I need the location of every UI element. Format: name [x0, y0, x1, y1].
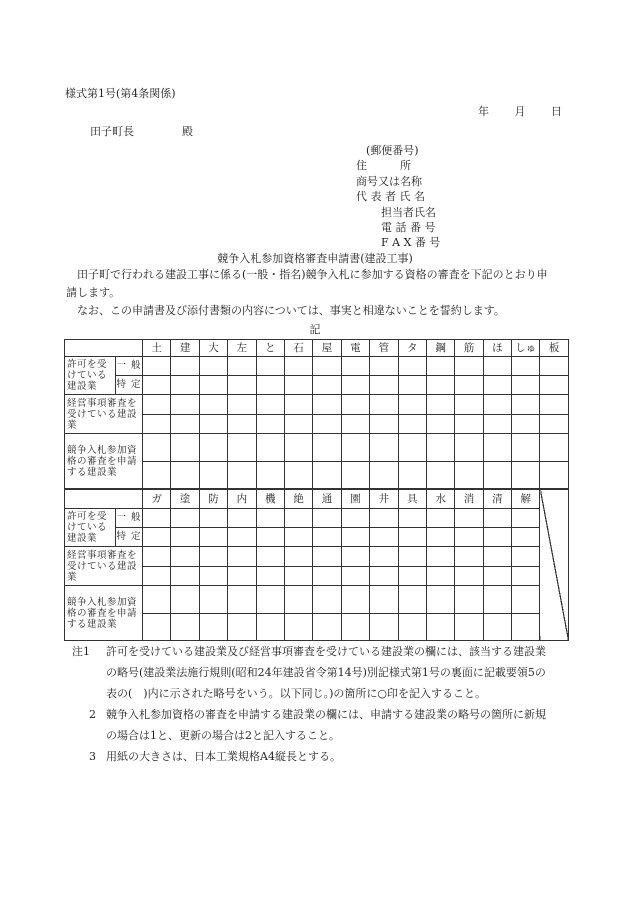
bid-cell[interactable]: [143, 586, 171, 614]
permit-specific-cell[interactable]: [398, 376, 426, 395]
bid-cell[interactable]: [426, 462, 454, 489]
row-label-permit: 許可を受けている建設業: [65, 509, 116, 547]
bid-cell[interactable]: [341, 586, 369, 614]
bid-cell[interactable]: [540, 434, 568, 462]
review-cell[interactable]: [370, 415, 398, 434]
permit-general-cell[interactable]: [313, 509, 341, 528]
industry-header: 清: [483, 490, 511, 509]
review-cell[interactable]: [370, 567, 398, 586]
review-cell[interactable]: [313, 395, 341, 415]
contact-person-label: 担当者氏名: [381, 205, 436, 219]
row-label-review: 経営事項審査を受けている建設業: [65, 547, 143, 586]
review-cell[interactable]: [370, 547, 398, 567]
bid-cell[interactable]: [483, 614, 511, 641]
bid-cell[interactable]: [171, 434, 199, 462]
review-cell[interactable]: [284, 547, 312, 567]
review-cell[interactable]: [143, 547, 171, 567]
industry-header: 電: [341, 340, 369, 357]
review-cell[interactable]: [256, 415, 284, 434]
permit-general-cell[interactable]: [256, 357, 284, 376]
permit-specific-cell[interactable]: [313, 376, 341, 395]
row-label-specific: 特 定: [116, 376, 143, 395]
permit-specific-cell[interactable]: [341, 528, 369, 547]
review-cell[interactable]: [426, 395, 454, 415]
industry-header: 園: [341, 490, 369, 509]
permit-general-cell[interactable]: [455, 357, 483, 376]
review-cell[interactable]: [199, 415, 227, 434]
review-cell[interactable]: [171, 395, 199, 415]
industry-header: 機: [256, 490, 284, 509]
permit-general-cell[interactable]: [398, 357, 426, 376]
industry-header: 内: [228, 490, 256, 509]
industry-header: 水: [426, 490, 454, 509]
industry-header: 左: [228, 340, 256, 357]
bid-cell[interactable]: [426, 434, 454, 462]
bid-cell[interactable]: [256, 462, 284, 489]
industry-table-2: [64, 489, 569, 641]
industry-header: しゅ: [512, 340, 540, 357]
review-cell[interactable]: [512, 547, 540, 567]
permit-specific-cell[interactable]: [256, 376, 284, 395]
industry-header: 防: [199, 490, 227, 509]
review-cell[interactable]: [483, 415, 511, 434]
industry-header: 解: [512, 490, 540, 509]
industry-header: 通: [313, 490, 341, 509]
review-cell[interactable]: [313, 547, 341, 567]
permit-specific-cell[interactable]: [540, 376, 568, 395]
permit-specific-cell[interactable]: [171, 376, 199, 395]
permit-specific-cell[interactable]: [341, 376, 369, 395]
review-cell[interactable]: [341, 567, 369, 586]
industry-header: 具: [398, 490, 426, 509]
permit-general-cell[interactable]: [228, 357, 256, 376]
bid-cell[interactable]: [398, 462, 426, 489]
note-3: 3 用紙の大きさは、日本工業規格A4縦長とする。: [89, 750, 341, 763]
industry-header: 建: [171, 340, 199, 357]
permit-specific-cell[interactable]: [171, 528, 199, 547]
bid-cell[interactable]: [256, 586, 284, 614]
permit-specific-cell[interactable]: [512, 528, 540, 547]
permit-general-cell[interactable]: [199, 509, 227, 528]
permit-specific-cell[interactable]: [284, 376, 312, 395]
bid-cell[interactable]: [313, 586, 341, 614]
bid-cell[interactable]: [284, 614, 312, 641]
permit-general-cell[interactable]: [228, 509, 256, 528]
corner-cell: [65, 490, 143, 509]
bid-cell[interactable]: [370, 462, 398, 489]
review-cell[interactable]: [426, 547, 454, 567]
permit-specific-cell[interactable]: [313, 528, 341, 547]
row-label-general: 一 般: [116, 357, 143, 376]
applicant-block: [356, 143, 440, 251]
permit-general-cell[interactable]: [512, 357, 540, 376]
review-cell[interactable]: [228, 395, 256, 415]
review-cell[interactable]: [540, 395, 568, 415]
review-cell[interactable]: [483, 395, 511, 415]
bid-cell[interactable]: [341, 434, 369, 462]
bid-cell[interactable]: [455, 434, 483, 462]
bid-cell[interactable]: [256, 434, 284, 462]
permit-specific-cell[interactable]: [199, 528, 227, 547]
review-cell[interactable]: [426, 567, 454, 586]
blank-slash-cell: [540, 490, 568, 641]
review-cell[interactable]: [143, 567, 171, 586]
industry-header: 大: [199, 340, 227, 357]
industry-header: 土: [143, 340, 171, 357]
review-cell[interactable]: [512, 395, 540, 415]
permit-general-cell[interactable]: [313, 357, 341, 376]
note-2: 2 競争入札参加資格の審査を申請する建設業の欄には、申請する建設業の略号の箇所に新規の場合は1と、更新の場合は2と記入すること。: [89, 708, 546, 742]
permit-general-cell[interactable]: [483, 357, 511, 376]
corner-cell: [65, 340, 143, 357]
review-cell[interactable]: [426, 415, 454, 434]
bid-cell[interactable]: [313, 434, 341, 462]
bid-cell[interactable]: [171, 614, 199, 641]
review-cell[interactable]: [512, 567, 540, 586]
permit-general-cell[interactable]: [143, 509, 171, 528]
paragraph-oath: なお、この申請書及び添付書類の内容については、事実と相違ないことを誓約します。: [77, 304, 505, 317]
bid-cell[interactable]: [143, 434, 171, 462]
permit-general-cell[interactable]: [284, 357, 312, 376]
review-cell[interactable]: [199, 547, 227, 567]
review-cell[interactable]: [256, 547, 284, 567]
addressee: 田子町長: [90, 125, 134, 138]
permit-specific-cell[interactable]: [455, 376, 483, 395]
form-number: 様式第1号(第4条関係): [65, 87, 176, 100]
industry-header: 板: [540, 340, 568, 357]
row-label-bid: 競争入札参加資格の審査を申請する建設業: [65, 586, 143, 641]
postal-label: (郵便番号): [366, 144, 419, 157]
row-label-specific: 特 定: [116, 528, 143, 547]
industry-table-1: [64, 339, 569, 489]
review-cell[interactable]: [199, 567, 227, 586]
permit-specific-cell[interactable]: [284, 528, 312, 547]
permit-general-cell[interactable]: [171, 357, 199, 376]
permit-specific-cell[interactable]: [483, 376, 511, 395]
review-cell[interactable]: [341, 395, 369, 415]
permit-general-cell[interactable]: [370, 509, 398, 528]
review-cell[interactable]: [228, 547, 256, 567]
bid-cell[interactable]: [284, 586, 312, 614]
review-cell[interactable]: [455, 567, 483, 586]
permit-specific-cell[interactable]: [426, 376, 454, 395]
permit-specific-cell[interactable]: [512, 376, 540, 395]
bid-cell[interactable]: [512, 462, 540, 489]
bid-cell[interactable]: [512, 586, 540, 614]
bid-cell[interactable]: [171, 586, 199, 614]
permit-specific-cell[interactable]: [455, 528, 483, 547]
bid-cell[interactable]: [199, 462, 227, 489]
permit-general-cell[interactable]: [284, 509, 312, 528]
bid-cell[interactable]: [228, 462, 256, 489]
review-cell[interactable]: [284, 567, 312, 586]
industry-header: 管: [370, 340, 398, 357]
bid-cell[interactable]: [455, 586, 483, 614]
bid-cell[interactable]: [455, 614, 483, 641]
phone-label: 電 話 番 号: [381, 221, 436, 235]
industry-header: 井: [370, 490, 398, 509]
bid-cell[interactable]: [143, 462, 171, 489]
permit-general-cell[interactable]: [398, 509, 426, 528]
review-cell[interactable]: [455, 547, 483, 567]
review-cell[interactable]: [512, 415, 540, 434]
bid-cell[interactable]: [228, 434, 256, 462]
notes: [72, 641, 556, 767]
bid-cell[interactable]: [171, 462, 199, 489]
row-label-bid: 競争入札参加資格の審査を申請する建設業: [65, 434, 143, 489]
bid-cell[interactable]: [228, 586, 256, 614]
review-cell[interactable]: [143, 415, 171, 434]
permit-specific-cell[interactable]: [228, 376, 256, 395]
bid-cell[interactable]: [313, 462, 341, 489]
permit-general-cell[interactable]: [426, 509, 454, 528]
review-cell[interactable]: [341, 415, 369, 434]
ki-label: 記: [309, 323, 321, 336]
fax-label: F A X 番 号: [381, 236, 441, 250]
bid-cell[interactable]: [455, 462, 483, 489]
permit-general-cell[interactable]: [256, 509, 284, 528]
bid-cell[interactable]: [370, 586, 398, 614]
note-1: 注1 許可を受けている建設業及び経営事項審査を受けている建設業の欄には、該当する建設業の略号(建設業法施行規則(昭和24年建設省令第14号)別記様式第1号の裏面に記載要領5の表の( )内に示された略号をいう。以下同じ。)の箇所に○印を記入すること。: [72, 645, 546, 700]
bid-cell[interactable]: [228, 614, 256, 641]
review-cell[interactable]: [398, 395, 426, 415]
review-cell[interactable]: [256, 395, 284, 415]
bid-cell[interactable]: [370, 614, 398, 641]
review-cell[interactable]: [256, 567, 284, 586]
row-label-general: 一 般: [116, 509, 143, 528]
permit-specific-cell[interactable]: [483, 528, 511, 547]
industry-header: 消: [455, 490, 483, 509]
review-cell[interactable]: [228, 415, 256, 434]
permit-general-cell[interactable]: [341, 357, 369, 376]
permit-general-cell[interactable]: [512, 509, 540, 528]
industry-header: 石: [284, 340, 312, 357]
industry-header: 塗: [171, 490, 199, 509]
bid-cell[interactable]: [341, 462, 369, 489]
review-cell[interactable]: [284, 415, 312, 434]
bid-cell[interactable]: [398, 434, 426, 462]
permit-general-cell[interactable]: [483, 509, 511, 528]
permit-general-cell[interactable]: [540, 357, 568, 376]
bid-cell[interactable]: [313, 614, 341, 641]
review-cell[interactable]: [398, 567, 426, 586]
company-label: 商号又は名称: [356, 174, 422, 188]
review-cell[interactable]: [370, 395, 398, 415]
bid-cell[interactable]: [284, 434, 312, 462]
bid-cell[interactable]: [426, 614, 454, 641]
document-title: 競争入札参加資格審査申請書(建設工事): [217, 252, 413, 265]
permit-specific-cell[interactable]: [199, 376, 227, 395]
review-cell[interactable]: [483, 547, 511, 567]
bid-cell[interactable]: [199, 614, 227, 641]
bid-cell[interactable]: [483, 586, 511, 614]
permit-general-cell[interactable]: [171, 509, 199, 528]
bid-cell[interactable]: [199, 586, 227, 614]
bid-cell[interactable]: [398, 586, 426, 614]
review-cell[interactable]: [398, 415, 426, 434]
review-cell[interactable]: [171, 415, 199, 434]
review-cell[interactable]: [313, 567, 341, 586]
review-cell[interactable]: [398, 547, 426, 567]
bid-cell[interactable]: [341, 614, 369, 641]
review-cell[interactable]: [171, 547, 199, 567]
review-cell[interactable]: [455, 395, 483, 415]
review-cell[interactable]: [228, 567, 256, 586]
permit-general-cell[interactable]: [199, 357, 227, 376]
bid-cell[interactable]: [143, 614, 171, 641]
industry-header: 筋: [455, 340, 483, 357]
permit-specific-cell[interactable]: [143, 376, 171, 395]
permit-specific-cell[interactable]: [398, 528, 426, 547]
bid-cell[interactable]: [483, 434, 511, 462]
honorific: 殿: [182, 125, 193, 138]
bid-cell[interactable]: [370, 434, 398, 462]
permit-general-cell[interactable]: [341, 509, 369, 528]
permit-specific-cell[interactable]: [426, 528, 454, 547]
permit-specific-cell[interactable]: [370, 376, 398, 395]
review-cell[interactable]: [313, 415, 341, 434]
permit-general-cell[interactable]: [426, 357, 454, 376]
permit-general-cell[interactable]: [143, 357, 171, 376]
review-cell[interactable]: [455, 415, 483, 434]
review-cell[interactable]: [540, 415, 568, 434]
permit-specific-cell[interactable]: [228, 528, 256, 547]
bid-cell[interactable]: [256, 614, 284, 641]
industry-header: 鋼: [426, 340, 454, 357]
industry-header: ガ: [143, 490, 171, 509]
review-cell[interactable]: [341, 547, 369, 567]
permit-general-cell[interactable]: [370, 357, 398, 376]
date-line: 年 月 日: [478, 105, 562, 118]
review-cell[interactable]: [199, 395, 227, 415]
industry-header: 屋: [313, 340, 341, 357]
review-cell[interactable]: [483, 567, 511, 586]
row-label-review: 経営事項審査を受けている建設業: [65, 395, 143, 434]
bid-cell[interactable]: [426, 586, 454, 614]
address-label: 住 所: [356, 159, 411, 173]
bid-cell[interactable]: [199, 434, 227, 462]
row-label-permit: 許可を受けている建設業: [65, 357, 116, 395]
permit-specific-cell[interactable]: [370, 528, 398, 547]
permit-specific-cell[interactable]: [256, 528, 284, 547]
industry-header: 絶: [284, 490, 312, 509]
permit-specific-cell[interactable]: [143, 528, 171, 547]
bid-cell[interactable]: [483, 462, 511, 489]
bid-cell[interactable]: [398, 614, 426, 641]
industry-header: ほ: [483, 340, 511, 357]
bid-cell[interactable]: [540, 462, 568, 489]
paragraph-application: 田子町で行われる建設工事に係る(一般・指名)競争入札に参加する資格の審査を下記のとおり申請します。: [66, 268, 548, 299]
bid-cell[interactable]: [512, 614, 540, 641]
review-cell[interactable]: [171, 567, 199, 586]
review-cell[interactable]: [143, 395, 171, 415]
bid-cell[interactable]: [512, 434, 540, 462]
representative-label: 代 表 者 氏 名: [356, 190, 425, 204]
permit-general-cell[interactable]: [455, 509, 483, 528]
industry-header: と: [256, 340, 284, 357]
review-cell[interactable]: [284, 395, 312, 415]
industry-header: タ: [398, 340, 426, 357]
bid-cell[interactable]: [284, 462, 312, 489]
